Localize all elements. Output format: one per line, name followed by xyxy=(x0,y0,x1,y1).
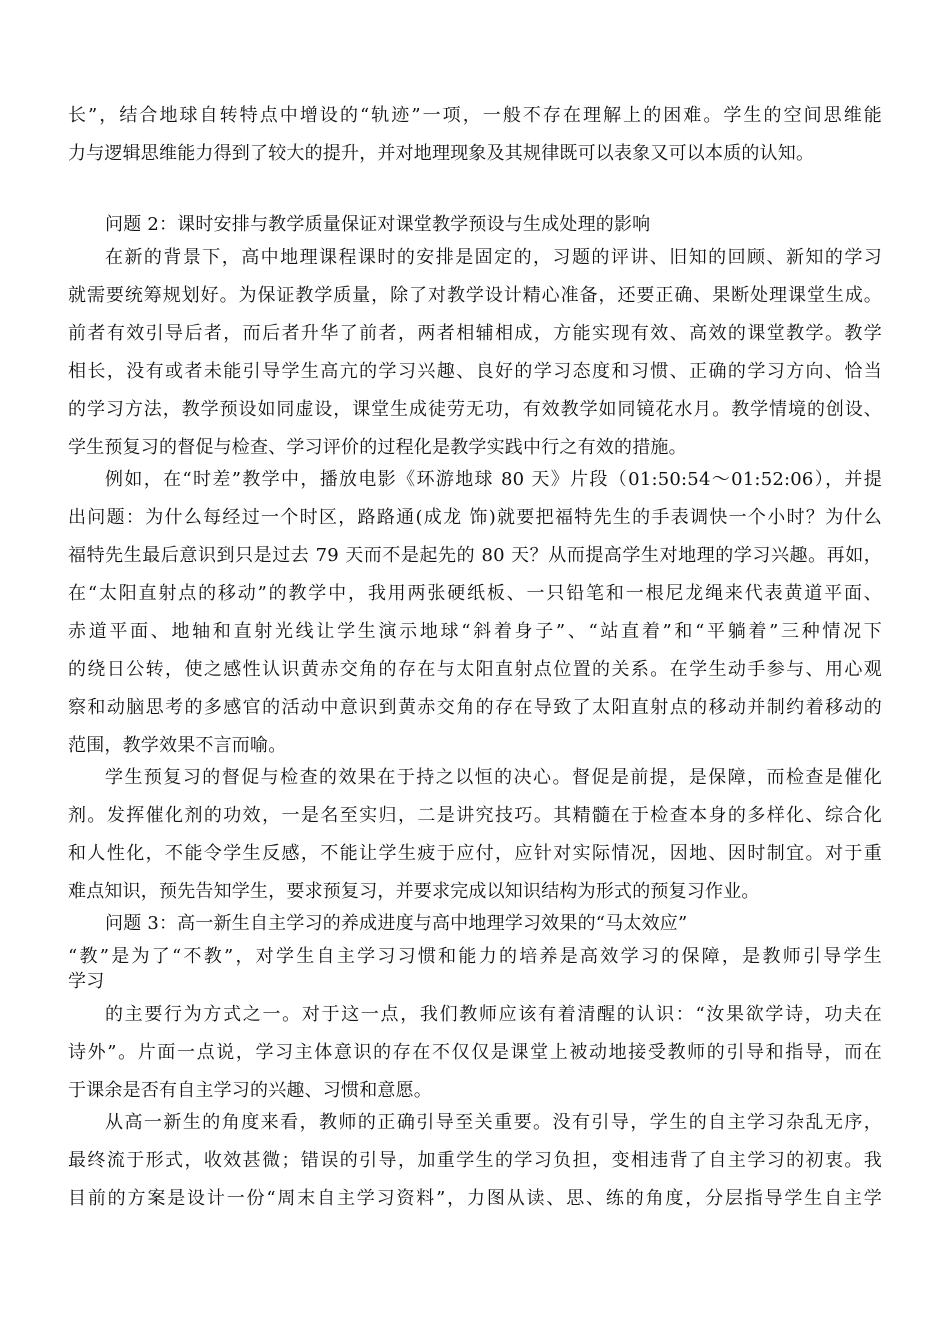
text-line: 出问题：为什么每经过一个时区，路路通(成龙 饰)就要把福特先生的手表调快一个小时？为什么 xyxy=(68,507,882,528)
text-line: 和人性化，不能令学生反感，不能让学生疲于应付，应针对实际情况，因地、因时制宜。对于重 xyxy=(68,843,882,864)
text-line: 诗外”。片面一点说，学习主体意识的存在不仅仅是课堂上被动地接受教师的引导和指导，而在 xyxy=(68,1042,882,1063)
text-line: 剂。发挥催化剂的功效，一是名至实归，二是讲究技巧。其精髓在于检查本身的多样化、综合化 xyxy=(68,805,882,826)
text-line: 学习 xyxy=(68,971,105,992)
text-line: 长”，结合地球自转特点中增设的“轨迹”一项，一般不存在理解上的困难。学生的空间思维能 xyxy=(68,105,882,126)
text-line: 最终流于形式，收效甚微；错误的引导，加重学生的学习负担，变相违背了自主学习的初衷。我 xyxy=(68,1150,882,1171)
text-line: 在“太阳直射点的移动”的教学中，我用两张硬纸板、一只铅笔和一根尼龙绳来代表黄道平面、 xyxy=(68,583,882,604)
text-line: 于课余是否有自主学习的兴趣、习惯和意愿。 xyxy=(68,1080,432,1101)
text-line: 在新的背景下，高中地理课程课时的安排是固定的，习题的评讲、旧知的回顾、新知的学习 xyxy=(105,247,882,268)
text-line: 难点知识，预先告知学生，要求预复习，并要求完成以知识结构为形式的预复习作业。 xyxy=(68,881,760,902)
text-line: 目前的方案是设计一份“周末自主学习资料”，力图从读、思、练的角度，分层指导学生自主学 xyxy=(68,1188,882,1209)
text-line: 赤道平面、地轴和直射光线让学生演示地球“斜着身子”、“站直着”和“平躺着”三种情况下 xyxy=(68,621,882,642)
text-line: 前者有效引导后者，而后者升华了前者，两者相辅相成，方能实现有效、高效的课堂教学。教学 xyxy=(68,323,882,344)
text-line: 从高一新生的角度来看，教师的正确引导至关重要。没有引导，学生的自主学习杂乱无序， xyxy=(105,1112,882,1133)
text-line: 察和动脑思考的多感官的活动中意识到黄赤交角的存在导致了太阳直射点的移动并制约着移动的 xyxy=(68,697,882,718)
text-line: 就需要统筹规划好。为保证教学质量，除了对教学设计精心准备，还要正确、果断处理课堂生成。 xyxy=(68,285,882,306)
text-line: 福特先生最后意识到只是过去 79 天而不是起先的 80 天？从而提高学生对地理的学习兴趣。再如， xyxy=(68,545,882,566)
text-line: 相长，没有或者未能引导学生高亢的学习兴趣、良好的学习态度和习惯、正确的学习方向、恰当 xyxy=(68,361,882,382)
text-line: 力与逻辑思维能力得到了较大的提升，并对地理现象及其规律既可以表象又可以本质的认知。 xyxy=(68,143,815,164)
text-line: 的主要行为方式之一。对于这一点，我们教师应该有着清醒的认识：“汝果欲学诗，功夫在 xyxy=(105,1004,882,1025)
text-line: 学生预复习的督促与检查的效果在于持之以恒的决心。督促是前提，是保障，而检查是催化 xyxy=(105,767,882,788)
section-heading: 问题 3：高一新生自主学习的养成进度与高中地理学习效果的“马太效应” xyxy=(105,913,688,934)
text-line: “教”是为了“不教”，对学生自主学习习惯和能力的培养是高效学习的保障，是教师引导学生 xyxy=(68,946,882,967)
text-line: 的学习方法，教学预设如同虚设，课堂生成徒劳无功，有效教学如同镜花水月。教学情境的创设、 xyxy=(68,399,882,420)
text-line: 的绕日公转，使之感性认识黄赤交角的存在与太阳直射点位置的关系。在学生动手参与、用心观 xyxy=(68,659,882,680)
text-line: 学生预复习的督促与检查、学习评价的过程化是教学实践中行之有效的措施。 xyxy=(68,437,687,458)
text-line: 范围，教学效果不言而喻。 xyxy=(68,735,287,756)
text-line: 例如，在“时差”教学中，播放电影《环游地球 80 天》片段（01:50:54～01:52:06），并提 xyxy=(105,469,882,490)
section-heading: 问题 2：课时安排与教学质量保证对课堂教学预设与生成处理的影响 xyxy=(105,214,651,235)
